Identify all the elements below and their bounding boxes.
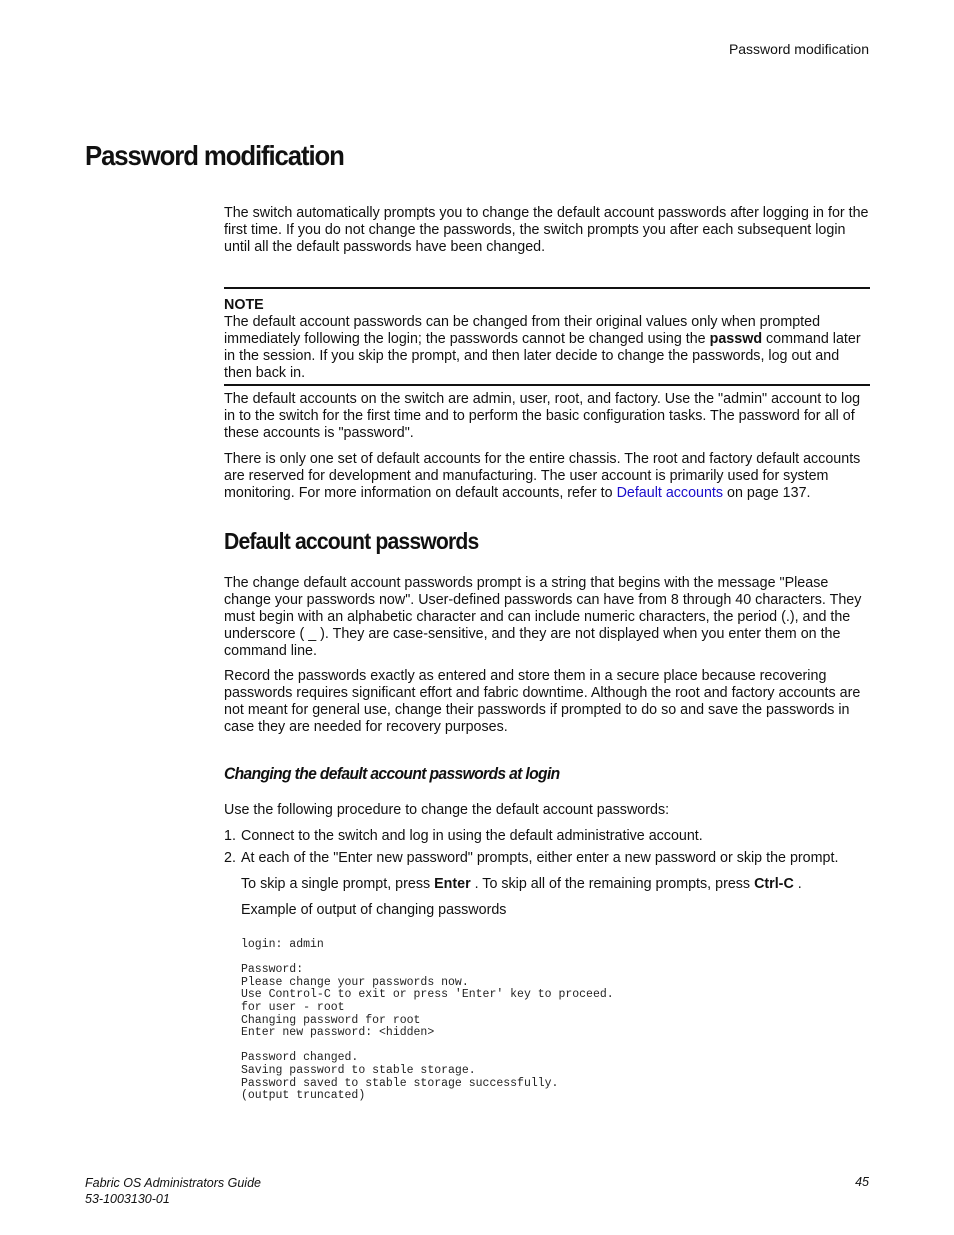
note-text	[224, 314, 870, 382]
skip-instructions	[241, 876, 870, 893]
step-number: 1.	[224, 828, 236, 844]
code-example: login: admin Password: Please change your passwords now. Use Control-C to exit or press 'Enter' key to proceed. for user - root Changing password for root Enter new password: <hidden> Password changed. Saving password to stable storage. Password saved to stable storage successfully. (output truncated)	[241, 938, 614, 1103]
footer-doc-number: 53-1003130-01	[85, 1192, 170, 1206]
procedure-steps	[224, 828, 870, 872]
skip-text-before: To skip a single prompt, press	[241, 876, 435, 892]
note-label: NOTE	[224, 297, 264, 313]
section-title: Default account passwords	[224, 528, 479, 554]
enter-key: Enter	[434, 876, 471, 892]
section-paragraph-2: Record the passwords exactly as entered and store them in a secure place because recovering passwords requires significant effort and fabric downtime. Although the root and factory accounts are not meant for general use, change their passwords if prompted to do so and save the passwords in case they are needed for recovery purposes.	[224, 668, 861, 735]
ctrl-c-key: Ctrl-C	[754, 876, 794, 892]
step-number: 2.	[224, 850, 236, 866]
footer-guide-title: Fabric OS Administrators Guide	[85, 1176, 261, 1190]
page-title: Password modification	[85, 140, 344, 171]
chassis-text-after: on page 137.	[723, 485, 811, 501]
skip-text-middle: . To skip all of the remaining prompts, press	[470, 876, 755, 892]
footer	[85, 1175, 261, 1207]
note-text-before: The default account passwords can be changed from their original values only when prompted immediately following the login; the passwords cannot be changed using the	[224, 314, 821, 347]
subsection-title: Changing the default account passwords at login	[224, 764, 560, 783]
step-text: Connect to the switch and log in using the default administrative account.	[241, 828, 703, 844]
running-header: Password modification	[728, 41, 869, 57]
intro-paragraph: The switch automatically prompts you to change the default account passwords after logging in for the first time. If you do not change the passwords, the switch prompts you after each subsequent login until all the default passwords have been changed.	[224, 205, 869, 255]
note-text-after: command later in the session. If you skip the prompt, and then later decide to change the passwords, log out and then back in.	[224, 331, 861, 381]
passwd-command: passwd	[709, 331, 763, 347]
chassis-text-before: There is only one set of default accounts for the entire chassis. The root and factory default accounts are reserved for development and manufacturing. The user account is primarily used for system monitoring. For more information on default accounts, refer to	[224, 451, 861, 501]
chassis-paragraph	[224, 451, 870, 502]
list-item	[224, 850, 870, 867]
default-accounts-link[interactable]: Default accounts	[616, 485, 724, 501]
step-text: At each of the "Enter new password" prompts, either enter a new password or skip the prompt.	[241, 850, 839, 866]
skip-text-after: .	[793, 876, 802, 892]
procedure-intro: Use the following procedure to change the default account passwords:	[224, 802, 670, 818]
page-number: 45	[855, 1175, 869, 1189]
note-box	[224, 287, 870, 386]
section-paragraph-1: The change default account passwords prompt is a string that begins with the message "Please change your passwords now". User-defined passwords can have from 8 through 40 characters. They must begin with an alphabetic character and can include numeric characters, the period (.), and the underscore ( _ ). They are case-sensitive, and they are not displayed when you enter them on the command line.	[224, 575, 862, 659]
example-label: Example of output of changing passwords	[241, 902, 507, 918]
default-accounts-paragraph: The default accounts on the switch are admin, user, root, and factory. Use the "admin" account to log in to the switch for the first time and to perform the basic configuration tasks. The password for all of these accounts is "password".	[224, 391, 861, 441]
list-item	[224, 828, 870, 845]
